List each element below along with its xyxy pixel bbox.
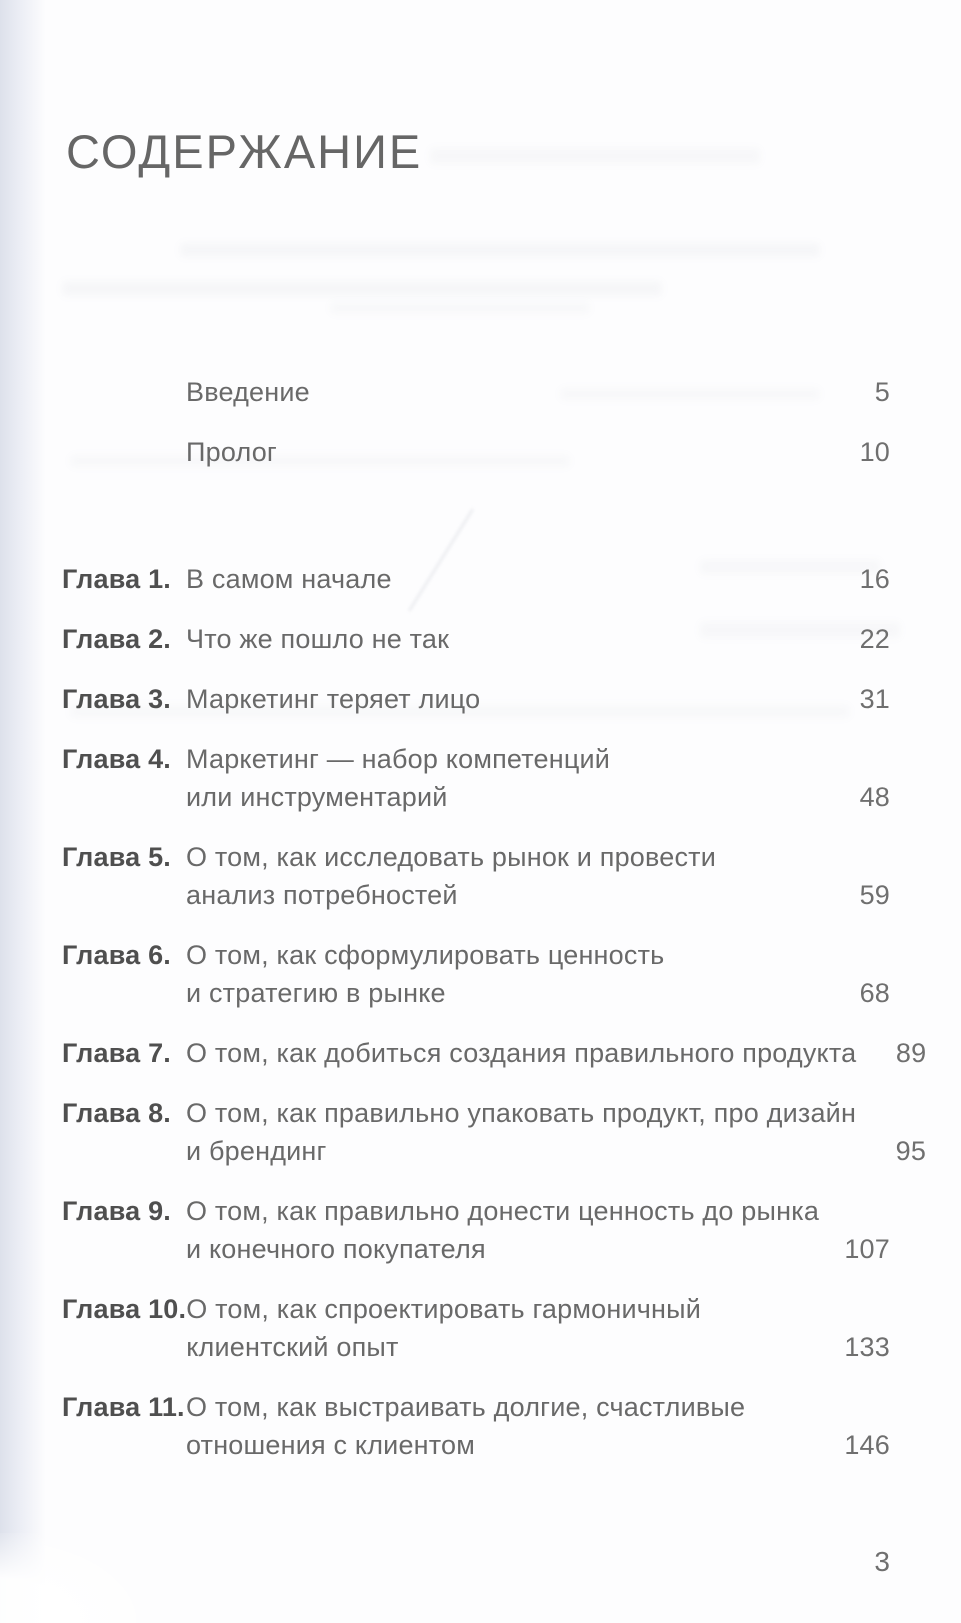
toc-entry bbox=[62, 1192, 890, 1268]
toc-entry-chapter-label: Глава 5. bbox=[62, 842, 172, 872]
toc-entry-title-line: Маркетинг — набор компетенций bbox=[186, 744, 611, 774]
toc-entry-title-line: или инструментарий bbox=[186, 782, 448, 812]
toc-entry-title-line: О том, как сформулировать ценность bbox=[186, 940, 665, 970]
toc-entry-chapter-label: Глава 11. bbox=[62, 1392, 185, 1422]
toc-entry bbox=[62, 1290, 890, 1366]
toc-entry-title-line: и стратегию в рынке bbox=[186, 978, 446, 1008]
toc-entry-title bbox=[186, 620, 820, 658]
toc-entry-page-number: 48 bbox=[859, 782, 890, 812]
toc-entry-chapter-label: Глава 9. bbox=[62, 1196, 172, 1226]
toc-entry-title-line: и конечного покупателя bbox=[186, 1234, 486, 1264]
toc-entry-chapter-label: Глава 3. bbox=[62, 684, 172, 714]
toc-entry bbox=[62, 432, 890, 472]
toc-entry-title bbox=[186, 1388, 820, 1464]
toc-entry bbox=[62, 838, 890, 914]
toc-entry-title-line: О том, как правильно упаковать продукт, про дизайн bbox=[186, 1098, 857, 1128]
toc-entry-title bbox=[186, 838, 820, 914]
toc-entry-page-number: 68 bbox=[859, 978, 890, 1008]
toc-entry-title-line: клиентский опыт bbox=[186, 1332, 399, 1362]
toc-entry-page-number: 10 bbox=[859, 437, 890, 467]
toc-entry-chapter-label: Глава 7. bbox=[62, 1038, 172, 1068]
toc-entry-title bbox=[186, 372, 820, 412]
page-title: СОДЕРЖАНИЕ bbox=[66, 125, 423, 178]
toc-entry-chapter-label: Глава 6. bbox=[62, 940, 172, 970]
toc-entry-title-line: В самом начале bbox=[186, 564, 392, 594]
toc-entry bbox=[62, 1034, 927, 1072]
toc-entry bbox=[62, 560, 890, 598]
table-of-contents bbox=[62, 372, 927, 1486]
toc-entry bbox=[62, 740, 890, 816]
toc-entry-title-line: О том, как исследовать рынок и провести bbox=[186, 842, 717, 872]
toc-entry-title bbox=[186, 1034, 856, 1072]
toc-entry-page-number: 146 bbox=[844, 1430, 890, 1460]
scan-edge-shadow bbox=[0, 0, 46, 1623]
toc-entry-page-number: 107 bbox=[844, 1234, 890, 1264]
toc-entry-page-number: 16 bbox=[859, 564, 890, 594]
toc-entry-chapter-label: Глава 2. bbox=[62, 624, 172, 654]
page-corner-curl bbox=[0, 1533, 150, 1623]
toc-entry-page-number: 133 bbox=[844, 1332, 890, 1362]
toc-entry-title bbox=[186, 680, 820, 718]
toc-entry-title-line: и брендинг bbox=[186, 1136, 327, 1166]
toc-entry-title bbox=[186, 1290, 820, 1366]
toc-entry-chapter-label: Глава 4. bbox=[62, 744, 172, 774]
toc-entry-title-line: О том, как выстраивать долгие, счастливые bbox=[186, 1392, 746, 1422]
toc-entry-title bbox=[186, 1094, 856, 1170]
toc-entry-title bbox=[186, 740, 820, 816]
toc-entry bbox=[62, 372, 890, 412]
bleed-through-artifact bbox=[180, 243, 820, 257]
toc-chapter-list bbox=[62, 560, 927, 1464]
toc-entry-title bbox=[186, 1192, 820, 1268]
toc-entry-page-number: 22 bbox=[859, 624, 890, 654]
toc-entry-chapter-label: Глава 8. bbox=[62, 1098, 172, 1128]
toc-entry-page-number: 59 bbox=[859, 880, 890, 910]
toc-entry bbox=[62, 620, 890, 658]
bleed-through-artifact bbox=[430, 148, 760, 164]
toc-front-matter-list bbox=[62, 372, 890, 472]
toc-entry-chapter-label: Глава 1. bbox=[62, 564, 172, 594]
toc-entry-title-line: Пролог bbox=[186, 437, 277, 467]
toc-entry-title-line: Введение bbox=[186, 377, 310, 407]
toc-entry-title-line: анализ потребностей bbox=[186, 880, 458, 910]
page-number: 3 bbox=[874, 1546, 890, 1577]
bleed-through-artifact bbox=[62, 281, 662, 296]
toc-entry bbox=[62, 1388, 890, 1464]
toc-entry-title bbox=[186, 936, 820, 1012]
toc-entry-title-line: О том, как правильно донести ценность до рынка bbox=[186, 1196, 820, 1226]
toc-entry bbox=[62, 680, 890, 718]
toc-entry bbox=[62, 936, 890, 1012]
toc-entry-title-line: отношения с клиентом bbox=[186, 1430, 476, 1460]
toc-entry bbox=[62, 1094, 927, 1170]
toc-entry-page-number: 89 bbox=[895, 1038, 927, 1068]
bleed-through-artifact bbox=[330, 302, 590, 314]
toc-entry-title-line: О том, как добиться создания правильного продукта bbox=[186, 1038, 857, 1068]
toc-entry-title bbox=[186, 560, 820, 598]
toc-entry-title-line: Маркетинг теряет лицо bbox=[186, 684, 481, 714]
toc-entry-title-line: О том, как спроектировать гармоничный bbox=[186, 1294, 702, 1324]
toc-entry-page-number: 31 bbox=[859, 684, 890, 714]
toc-entry-title bbox=[186, 432, 820, 472]
toc-entry-title-line: Что же пошло не так bbox=[186, 624, 450, 654]
toc-entry-page-number: 5 bbox=[874, 377, 890, 407]
toc-entry-page-number: 95 bbox=[895, 1136, 927, 1166]
toc-entry-chapter-label: Глава 10. bbox=[62, 1294, 187, 1324]
